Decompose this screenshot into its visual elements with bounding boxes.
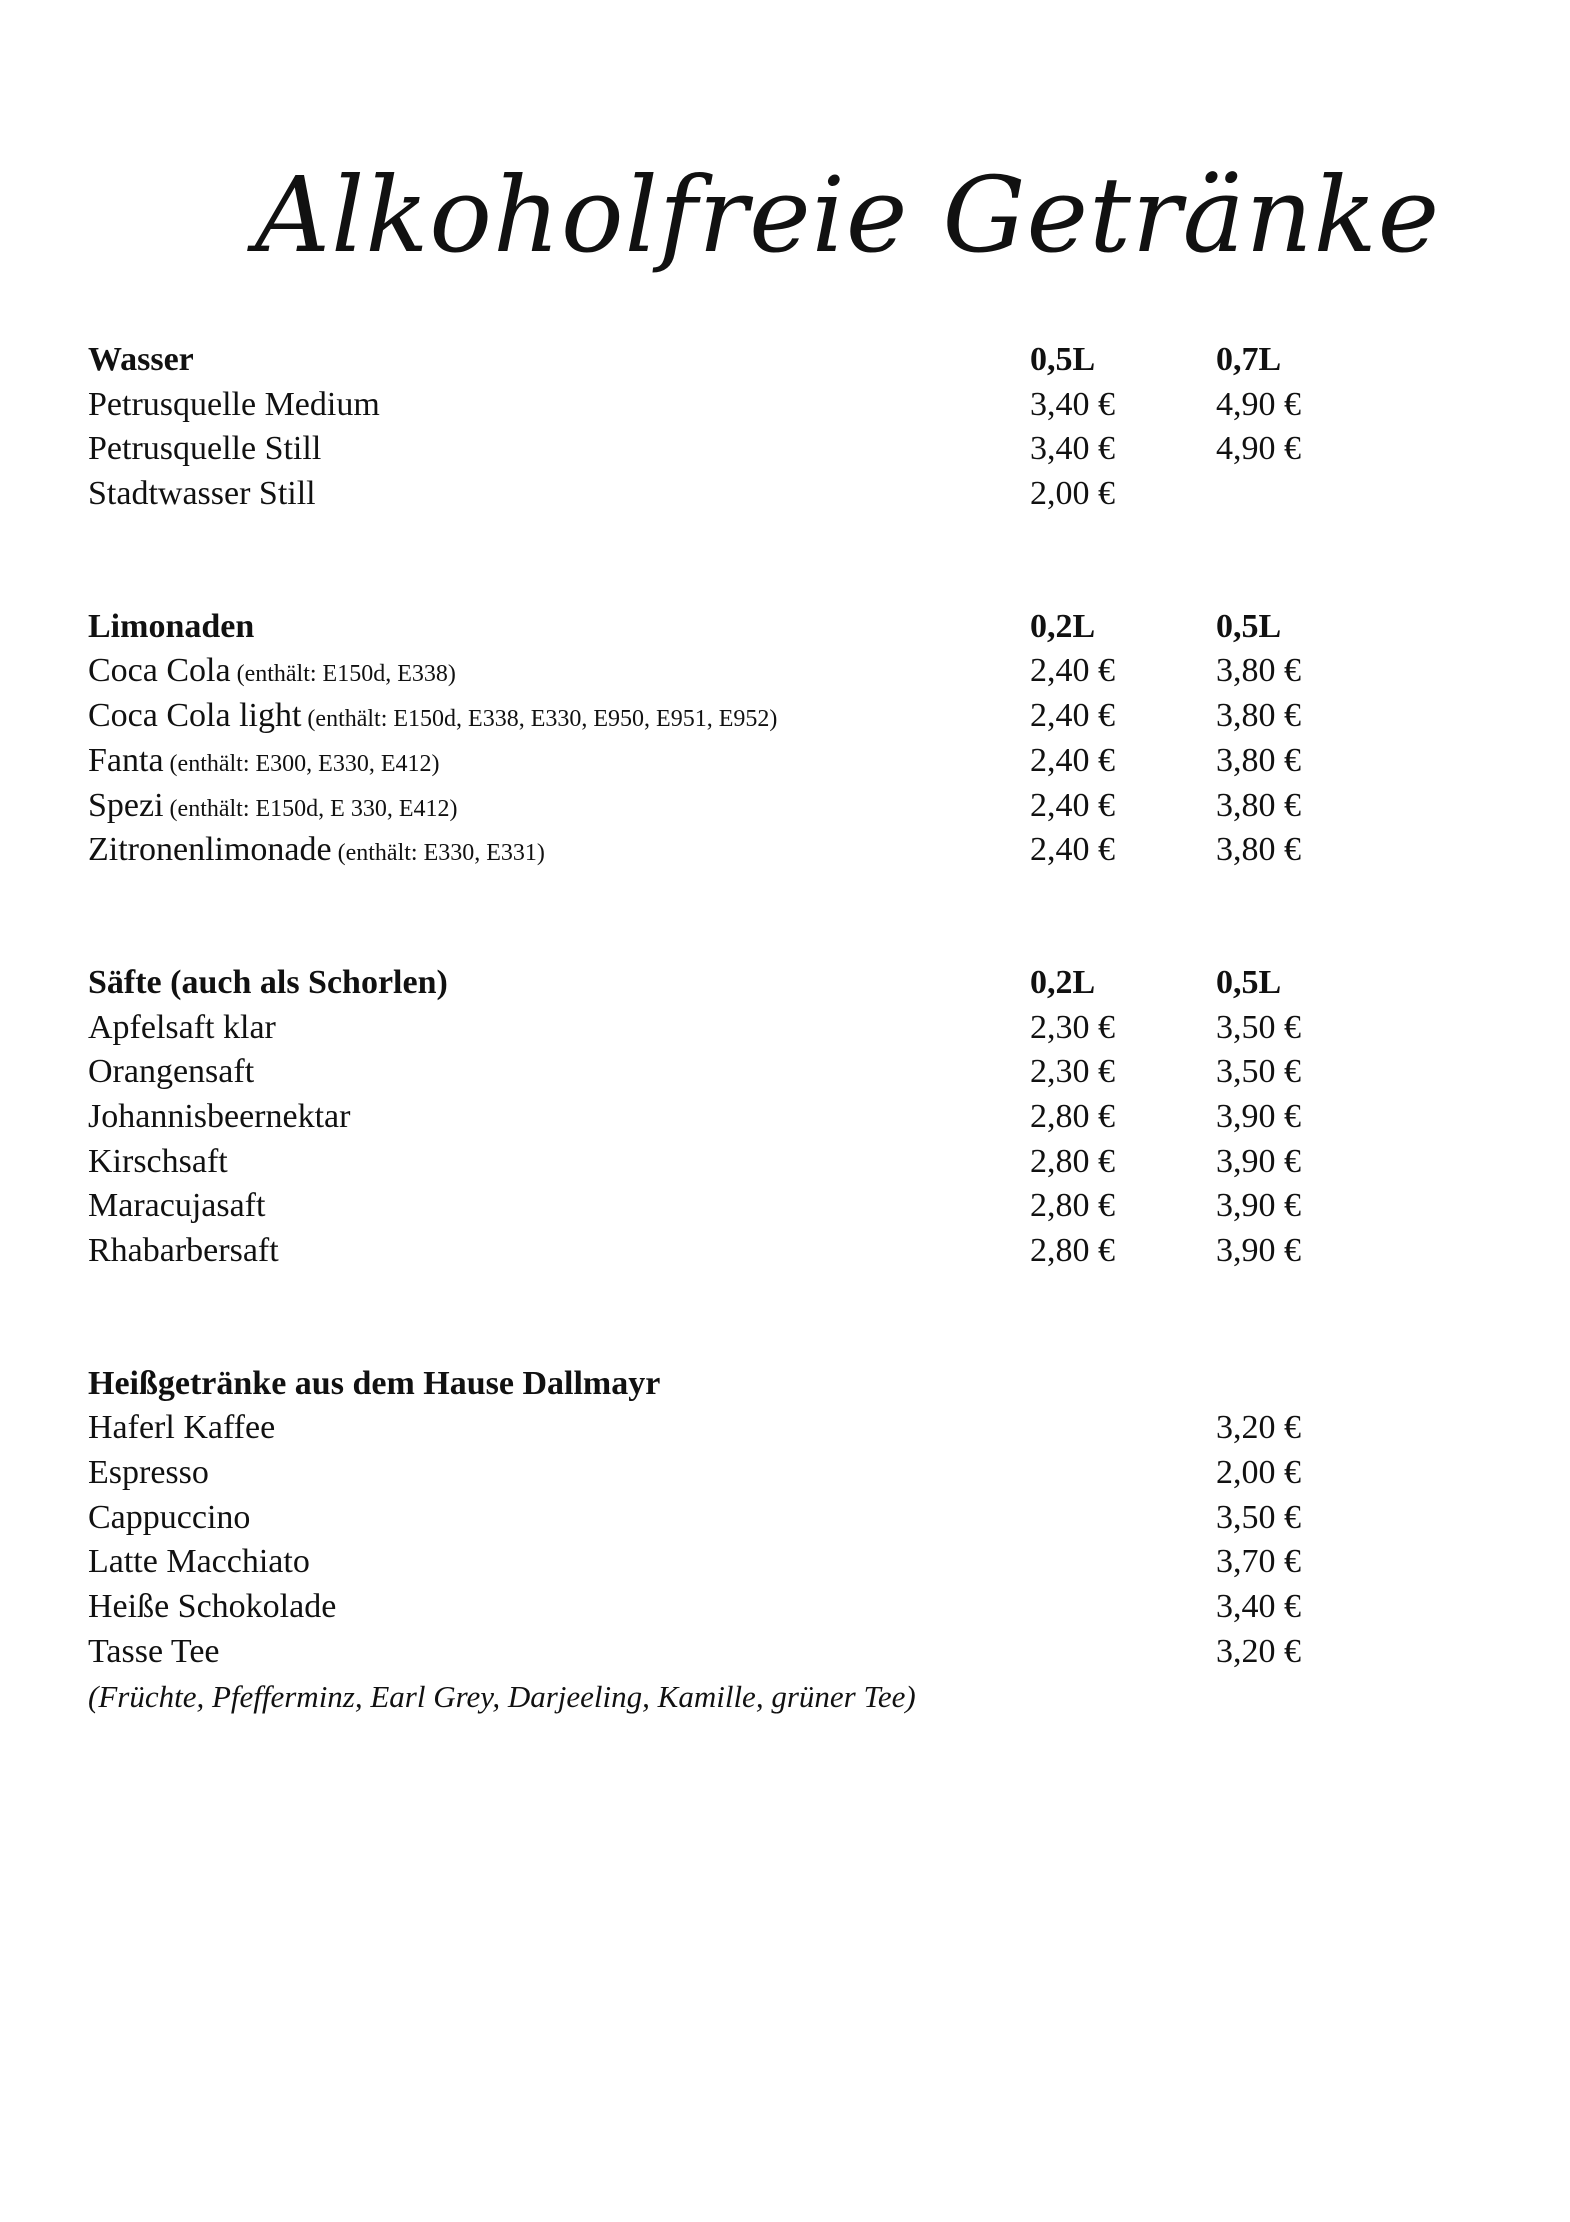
item-price-1: 2,80 € [1030, 1187, 1115, 1225]
menu-item [88, 427, 1388, 472]
item-note: (enthält: E150d, E338, E330, E950, E951, E952) [307, 706, 778, 733]
item-price-1: 2,40 € [1030, 652, 1115, 690]
menu-item [88, 694, 1388, 739]
item-price-2: 3,50 € [1216, 1498, 1301, 1536]
item-price-2: 3,70 € [1216, 1543, 1301, 1581]
section-heissgetraenke [88, 1362, 1388, 1719]
item-name: Tasse Tee [88, 1632, 220, 1670]
item-price-2: 3,20 € [1216, 1409, 1301, 1447]
item-name: Latte Macchiato [88, 1543, 310, 1581]
menu-item [88, 1184, 1388, 1229]
section-header [88, 1362, 1388, 1407]
item-name: Orangensaft [88, 1053, 255, 1091]
menu-item [88, 649, 1388, 694]
item-name: Petrusquelle Medium [88, 385, 380, 423]
item-name: Johannisbeernektar [88, 1097, 351, 1135]
section-heading: Heißgetränke aus dem Hause Dallmayr [88, 1364, 661, 1402]
menu-item [88, 828, 1388, 873]
item-name: Rhabarbersaft [88, 1232, 279, 1269]
item-note: (enthält: E150d, E338) [236, 661, 456, 688]
item-price-1: 2,30 € [1030, 1053, 1115, 1091]
item-name: Petrusquelle Still [88, 430, 322, 468]
item-name: Heiße Schokolade [88, 1588, 337, 1626]
item-price-1: 2,30 € [1030, 1008, 1115, 1046]
item-note: (enthält: E150d, E 330, E412) [169, 795, 458, 822]
item-name: Haferl Kaffee [88, 1409, 276, 1447]
section-wasser [88, 338, 1388, 517]
section-limonaden [88, 605, 1388, 873]
menu-item [88, 1050, 1388, 1095]
item-price-2: 3,80 € [1216, 786, 1301, 824]
item-price-1: 2,00 € [1030, 475, 1115, 513]
item-price-1: 2,80 € [1030, 1142, 1115, 1180]
menu-item [88, 1406, 1388, 1451]
size-label-2: 0,5L [1216, 607, 1282, 645]
item-price-2: 3,40 € [1216, 1588, 1301, 1626]
item-name: Stadtwasser Still [88, 475, 316, 513]
item-price-1: 3,40 € [1030, 430, 1115, 468]
size-label-2: 0,7L [1216, 341, 1282, 378]
size-label-2: 0,5L [1216, 963, 1282, 1001]
item-price-2: 3,80 € [1216, 831, 1301, 869]
item-note: (enthält: E330, E331) [337, 840, 545, 867]
menu-item [88, 1496, 1388, 1541]
item-price-1: 2,40 € [1030, 831, 1115, 869]
size-label-1: 0,5L [1030, 341, 1096, 378]
item-price-1: 3,40 € [1030, 385, 1115, 423]
item-note: (enthält: E300, E330, E412) [169, 750, 440, 777]
item-price-2: 4,90 € [1216, 430, 1301, 468]
item-price-2: 3,20 € [1216, 1632, 1301, 1670]
drinks-menu [88, 338, 1388, 1807]
item-price-2: 3,80 € [1216, 697, 1301, 735]
section-heading: Limonaden [88, 607, 255, 645]
item-name: Coca Cola light (enthält: E150d, E338, E330, E950, E951, E952) [88, 697, 778, 735]
section-saefte [88, 961, 1388, 1274]
item-price-1: 2,40 € [1030, 786, 1115, 824]
item-price-2: 4,90 € [1216, 385, 1301, 423]
item-name: Espresso [88, 1454, 209, 1492]
item-price-2: 3,90 € [1216, 1142, 1301, 1180]
page-title: Alkoholfreie Getränke [255, 154, 1441, 276]
item-name: Apfelsaft klar [88, 1008, 276, 1046]
menu-item [88, 784, 1388, 829]
item-price-2: 3,90 € [1216, 1232, 1301, 1269]
item-price-1: 2,40 € [1030, 741, 1115, 779]
item-price-2: 3,90 € [1216, 1187, 1301, 1225]
menu-item [88, 1585, 1388, 1630]
section-header [88, 961, 1388, 1006]
item-price-1: 2,40 € [1030, 697, 1115, 735]
menu-item [88, 472, 1388, 517]
item-name: Coca Cola (enthält: E150d, E338) [88, 652, 456, 690]
section-header [88, 605, 1388, 650]
menu-item [88, 739, 1388, 784]
section-heading: Säfte (auch als Schorlen) [88, 963, 448, 1001]
tea-varieties-note: (Früchte, Pfefferminz, Earl Grey, Darjeeling, Kamille, grüner Tee) [88, 1678, 916, 1714]
item-price-1: 2,80 € [1030, 1097, 1115, 1135]
menu-item [88, 1140, 1388, 1185]
item-name: Fanta (enthält: E300, E330, E412) [88, 741, 440, 779]
item-name: Kirschsaft [88, 1142, 228, 1180]
item-price-2: 3,90 € [1216, 1097, 1301, 1135]
item-name: Cappuccino [88, 1498, 251, 1536]
menu-item [88, 1540, 1388, 1585]
item-price-2: 3,80 € [1216, 652, 1301, 690]
section-header [88, 338, 1388, 383]
menu-item [88, 1095, 1388, 1140]
section-heading: Wasser [88, 341, 194, 378]
item-name: Maracujasaft [88, 1187, 266, 1225]
item-price-1: 2,80 € [1030, 1232, 1115, 1269]
menu-item [88, 1006, 1388, 1051]
size-label-1: 0,2L [1030, 963, 1096, 1001]
size-label-1: 0,2L [1030, 607, 1096, 645]
menu-item [88, 1630, 1388, 1675]
menu-item [88, 1451, 1388, 1496]
item-price-2: 3,50 € [1216, 1053, 1301, 1091]
menu-item [88, 383, 1388, 428]
item-price-2: 2,00 € [1216, 1454, 1301, 1492]
item-price-2: 3,80 € [1216, 741, 1301, 779]
menu-item [88, 1229, 1388, 1274]
item-price-2: 3,50 € [1216, 1008, 1301, 1046]
item-name: Spezi (enthält: E150d, E 330, E412) [88, 786, 458, 824]
item-name: Zitronenlimonade (enthält: E330, E331) [88, 831, 545, 869]
